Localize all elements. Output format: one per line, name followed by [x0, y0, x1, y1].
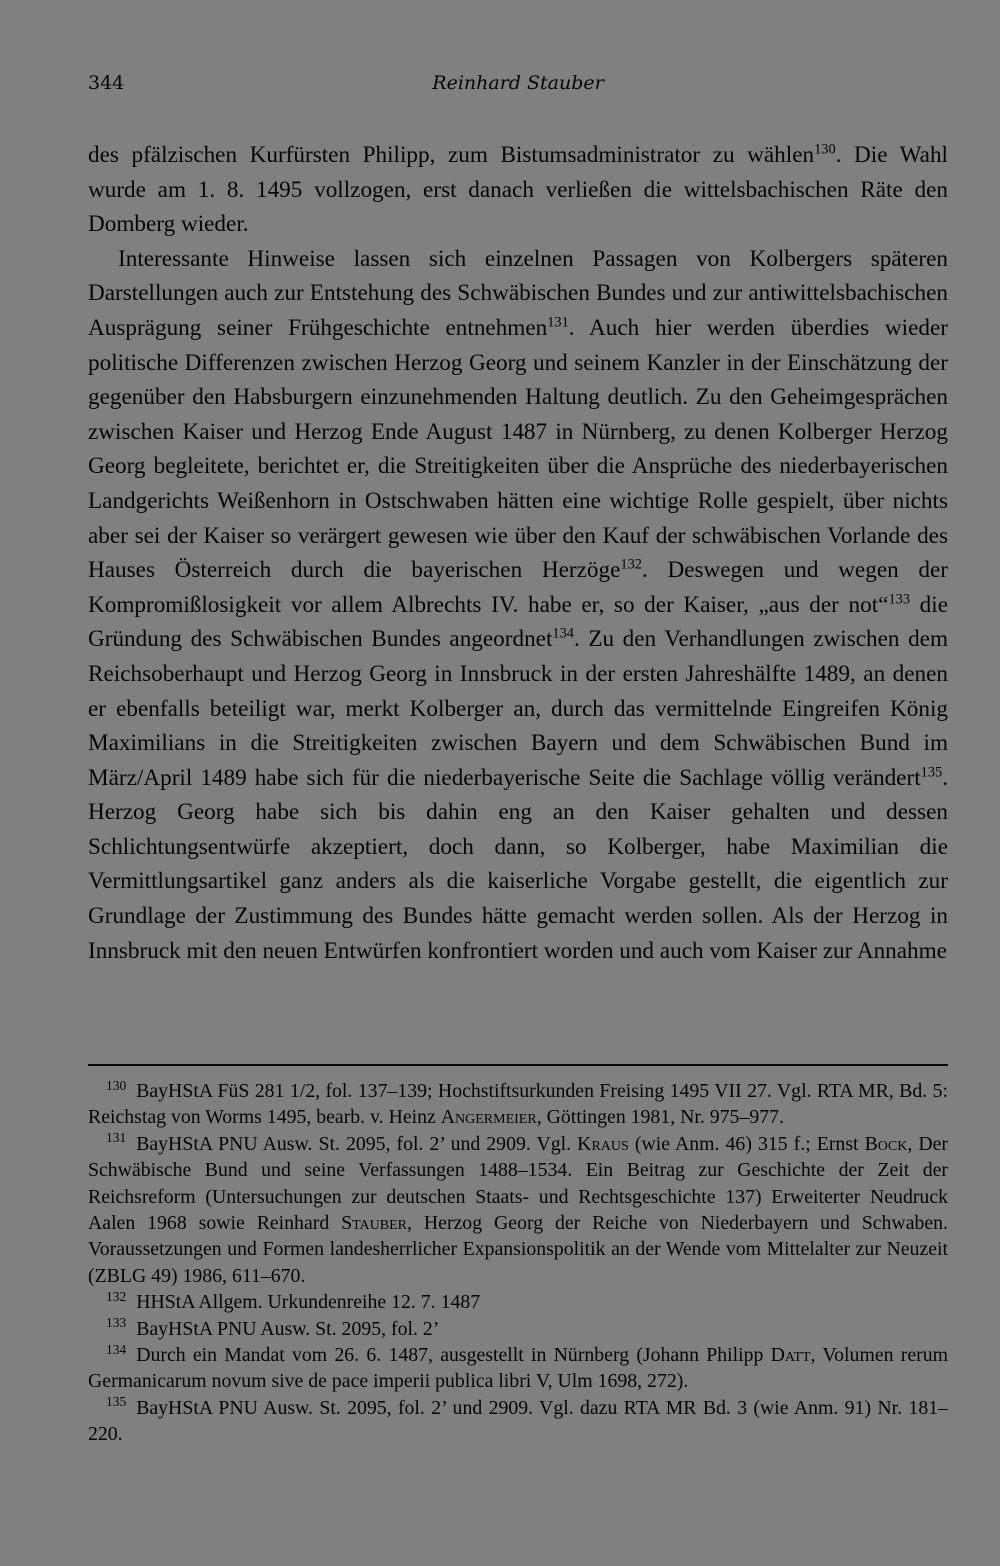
paragraph-1 — [88, 138, 948, 242]
text-run: . Die Wahl wurde am 1. 8. 1495 vollzogen, erst danach verließen die wittelsbachischen Räte den Domberg wieder. — [88, 142, 948, 238]
footnote-134 — [88, 1342, 948, 1395]
author-name: Kraus — [577, 1132, 629, 1155]
footnote-number: 135 — [106, 1394, 127, 1410]
footnote-text: BayHStA PNU Ausw. St. 2095, fol. 2’ — [136, 1317, 440, 1340]
author-name: Datt — [770, 1344, 811, 1367]
footnote-133 — [88, 1316, 948, 1342]
footnote-text: , Volumen rerum Germanicarum novum sive de pace imperii publica libri V, Ulm 1698, 272). — [88, 1344, 948, 1393]
running-head: Reinhard Stauber — [432, 72, 604, 94]
text-run: . Herzog Georg habe sich bis dahin eng an den Kaiser gehalten und dessen Schlichtungsentwürfe akzeptiert, doch dann, so Kolberger, habe Maximilian die Vermittlungsartikel ganz anders als die kaiserliche Vorgabe gestellt, die eigentlich zur Grundlage der Zustimmung des Bundes hätte gemacht werden sollen. Als der Herzog in Innsbruck mit den neuen Entwürfen konfrontiert worden und auch vom Kaiser zur Annahme — [88, 764, 948, 964]
text-run: die Gründung des Schwäbischen Bundes angeordnet — [88, 591, 949, 653]
footnote-ref-135: 135 — [920, 764, 943, 781]
footnote-text: BayHStA FüS 281 1/2, fol. 137–139; Hochstiftsurkunden Freising 1495 VII 27. Vgl. RTA MR, Bd. 5: Reichstag von Worms 1495, bearb. v. Heinz — [88, 1080, 948, 1129]
footnote-130 — [88, 1078, 948, 1131]
author-name: Stauber — [341, 1212, 408, 1235]
text-run: des pfälzischen Kurfürsten Philipp, zum Bistumsadministrator zu wählen — [88, 142, 815, 168]
footnote-divider — [88, 1064, 948, 1066]
footnote-number: 134 — [106, 1341, 127, 1357]
text-run: . Deswegen und wegen der Kompromißlosigkeit vor allem Albrechts IV. habe er, so der Kaiser, „aus der not“ — [88, 557, 949, 618]
text-run: Interessante Hinweise lassen sich einzelnen Passagen von Kolbergers späteren Darstellungen auch zur Entstehung des Schwäbischen Bundes und zur antiwittelsbachischen Ausprägung seiner Frühgeschichte entnehmen — [88, 245, 948, 341]
footnote-number: 133 — [106, 1315, 127, 1331]
footnote-ref-130: 130 — [814, 141, 836, 158]
footnote-text: , Göttingen 1981, Nr. 975–977. — [536, 1106, 784, 1129]
footnote-text: (wie Anm. 46) 315 f.; Ernst — [628, 1132, 865, 1155]
page-header — [88, 72, 948, 102]
main-text — [88, 138, 948, 968]
text-run: . Auch hier werden überdies wieder politische Differenzen zwischen Herzog Georg und seinem Kanzler in der Einschätzung der gegenüber den Habsburgern einzunehmenden Haltung deutlich. Zu den Geheimgesprächen zwischen Kaiser und Herzog Ende August 1487 in Nürnberg, zu denen Kolberger Herzog Georg begleitete, berichtet er, die Streitigkeiten über die Ansprüche des niederbayerischen Landgerichts Weißenhorn in Ostschwaben hätten eine wichtige Rolle gespielt, über nichts aber sei der Kaiser so verärgert gewesen wie über den Kauf der schwäbischen Vorlande des Hauses Österreich durch die bayerischen Herzöge — [88, 314, 948, 584]
footnote-number: 132 — [106, 1288, 127, 1304]
footnote-text: BayHStA PNU Ausw. St. 2095, fol. 2’ und 2909. Vgl. dazu RTA MR Bd. 3 (wie Anm. 91) Nr. 181–220. — [88, 1396, 948, 1446]
footnote-text: HHStA Allgem. Urkundenreihe 12. 7. 1487 — [136, 1291, 481, 1314]
page-number: 344 — [88, 72, 125, 94]
footnote-text: , Der Schwäbische Bund und seine Verfassungen 1488–1534. Ein Beitrag zur Geschichte der Zeit der Reichsreform (Untersuchungen zur deutschen Staats- und Rechtsgeschichte 137) Erweiterter Neudruck Aalen 1968 sowie Reinhard — [88, 1132, 948, 1235]
footnote-text: , Herzog Georg der Reiche von Niederbayern und Schwaben. Voraussetzungen und Formen landesherrlicher Expansionspolitik an der Wende vom Mittelalter zur Neuzeit (ZBLG 49) 1986, 611–670. — [88, 1212, 948, 1287]
footnote-number: 131 — [106, 1130, 127, 1146]
footnote-ref-131: 131 — [547, 314, 569, 331]
footnote-135 — [88, 1395, 948, 1448]
footnote-ref-134: 134 — [552, 625, 574, 642]
paragraph-2 — [88, 242, 948, 968]
footnote-ref-132: 132 — [620, 556, 642, 573]
footnote-number: 130 — [106, 1077, 127, 1093]
footnote-text: BayHStA PNU Ausw. St. 2095, fol. 2’ und 2909. Vgl. — [136, 1132, 578, 1155]
footnote-131 — [88, 1131, 948, 1289]
footnote-132 — [88, 1289, 948, 1315]
footnote-text: Durch ein Mandat vom 26. 6. 1487, ausgestellt in Nürnberg (Johann Philipp — [136, 1344, 771, 1367]
text-run: . Zu den Verhandlungen zwischen dem Reichsoberhaupt und Herzog Georg in Innsbruck in der ersten Jahreshälfte 1489, an denen er ebenfalls beteiligt war, merkt Kolberger an, durch das vermittelnde Eingreifen König Maximilians in die Streitigkeiten zwischen Bayern und dem Schwäbischen Bund im März/April 1489 habe sich für die niederbayerische Seite die Sachlage völlig verändert — [88, 626, 948, 791]
author-name: Angermeier — [440, 1106, 537, 1129]
footnote-ref-133: 133 — [888, 591, 911, 608]
author-name: Bock — [864, 1132, 908, 1155]
footnotes — [88, 1078, 948, 1448]
